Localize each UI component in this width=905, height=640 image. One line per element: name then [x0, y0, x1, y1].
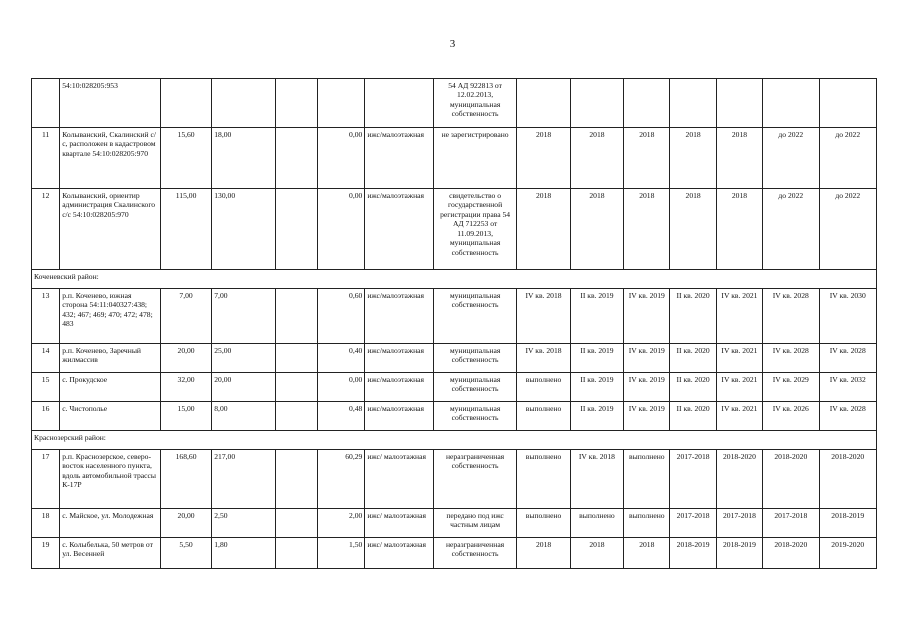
period-cell: до 2022 — [763, 189, 819, 270]
table-row — [32, 189, 877, 270]
period-cell: 2018 — [517, 128, 570, 189]
period-cell: IV кв. 2032 — [819, 373, 877, 402]
status-cell: муниципальная собственность — [433, 402, 517, 431]
table-row — [32, 538, 877, 569]
area-cell — [160, 79, 211, 128]
area-cell: 15,60 — [160, 128, 211, 189]
type-cell: ижс/ малоэтажная — [365, 538, 433, 569]
status-cell: не зарегистрировано — [433, 128, 517, 189]
period-cell: 2018-2020 — [716, 450, 762, 509]
period-cell: II кв. 2020 — [670, 344, 716, 373]
status-cell: неразграниченная собственность — [433, 538, 517, 569]
table-row — [32, 509, 877, 538]
location-cell: с. Чистополье — [60, 402, 161, 431]
period-cell: выполнено — [624, 509, 670, 538]
area-cell: 7,00 — [212, 289, 275, 344]
period-cell: 2018-2020 — [763, 538, 819, 569]
period-cell: 2018 — [570, 189, 623, 270]
type-cell — [365, 79, 433, 128]
page-number: 3 — [449, 38, 456, 50]
area-cell — [212, 79, 275, 128]
period-cell: II кв. 2020 — [670, 289, 716, 344]
type-cell: ижс/малоэтажная — [365, 402, 433, 431]
period-cell: II кв. 2020 — [670, 373, 716, 402]
location-cell: 54:10:028205:953 — [60, 79, 161, 128]
value-cell: 0,48 — [317, 402, 364, 431]
land-plots-table — [31, 78, 877, 569]
period-cell: 2018 — [670, 128, 716, 189]
period-cell: 2018 — [624, 538, 670, 569]
row-number: 19 — [32, 538, 60, 569]
period-cell: IV кв. 2021 — [716, 402, 762, 431]
type-cell: ижс/ малоэтажная — [365, 509, 433, 538]
location-cell: Колыванский, Скалинский с/с, расположен в кадастровом квартале 54:10:028205:970 — [60, 128, 161, 189]
period-cell: II кв. 2019 — [570, 289, 623, 344]
period-cell: 2018-2019 — [819, 509, 877, 538]
period-cell: IV кв. 2029 — [763, 373, 819, 402]
empty-cell — [275, 289, 317, 344]
period-cell: 2017-2018 — [763, 509, 819, 538]
type-cell: ижс/малоэтажная — [365, 344, 433, 373]
status-cell: передано под ижс частным лицам — [433, 509, 517, 538]
period-cell: II кв. 2019 — [570, 373, 623, 402]
region-row — [32, 270, 877, 289]
period-cell: выполнено — [517, 402, 570, 431]
region-heading: Коченевский район: — [32, 270, 877, 289]
period-cell: выполнено — [624, 450, 670, 509]
empty-cell — [275, 450, 317, 509]
location-cell: с. Колыбелька, 50 метров от ул. Весенней — [60, 538, 161, 569]
period-cell — [624, 79, 670, 128]
period-cell: IV кв. 2028 — [763, 344, 819, 373]
period-cell: выполнено — [517, 373, 570, 402]
period-cell: IV кв. 2028 — [763, 289, 819, 344]
area-cell: 217,00 — [212, 450, 275, 509]
empty-cell — [275, 344, 317, 373]
row-number: 13 — [32, 289, 60, 344]
period-cell: IV кв. 2030 — [819, 289, 877, 344]
period-cell: IV кв. 2019 — [624, 344, 670, 373]
period-cell: IV кв. 2028 — [819, 402, 877, 431]
area-cell: 130,00 — [212, 189, 275, 270]
period-cell: IV кв. 2019 — [624, 402, 670, 431]
empty-cell — [275, 509, 317, 538]
table-row — [32, 344, 877, 373]
row-number: 11 — [32, 128, 60, 189]
area-cell: 1,80 — [212, 538, 275, 569]
value-cell: 0,00 — [317, 373, 364, 402]
type-cell: ижс/малоэтажная — [365, 189, 433, 270]
period-cell: 2018 — [716, 189, 762, 270]
period-cell: IV кв. 2021 — [716, 373, 762, 402]
period-cell: 2018 — [570, 538, 623, 569]
area-cell: 25,00 — [212, 344, 275, 373]
period-cell: II кв. 2019 — [570, 344, 623, 373]
period-cell: 2018 — [517, 538, 570, 569]
period-cell: IV кв. 2018 — [517, 344, 570, 373]
period-cell: до 2022 — [819, 128, 877, 189]
period-cell: 2018-2020 — [763, 450, 819, 509]
row-number — [32, 79, 60, 128]
type-cell: ижс/малоэтажная — [365, 289, 433, 344]
period-cell — [716, 79, 762, 128]
value-cell: 60,29 — [317, 450, 364, 509]
type-cell: ижс/ малоэтажная — [365, 450, 433, 509]
period-cell: выполнено — [570, 509, 623, 538]
row-number: 17 — [32, 450, 60, 509]
empty-cell — [275, 373, 317, 402]
area-cell: 8,00 — [212, 402, 275, 431]
status-cell: 54 АД 922813 от 12.02.2013, муниципальная собственность — [433, 79, 517, 128]
area-cell: 15,00 — [160, 402, 211, 431]
row-number: 12 — [32, 189, 60, 270]
value-cell: 0,00 — [317, 189, 364, 270]
value-cell: 2,00 — [317, 509, 364, 538]
table-row — [32, 450, 877, 509]
value-cell: 0,00 — [317, 128, 364, 189]
region-row — [32, 431, 877, 450]
period-cell: IV кв. 2019 — [624, 373, 670, 402]
table-row — [32, 402, 877, 431]
area-cell: 168,60 — [160, 450, 211, 509]
period-cell: IV кв. 2028 — [819, 344, 877, 373]
period-cell: 2018-2020 — [819, 450, 877, 509]
period-cell — [570, 79, 623, 128]
period-cell: 2017-2018 — [670, 509, 716, 538]
area-cell: 18,00 — [212, 128, 275, 189]
area-cell: 2,50 — [212, 509, 275, 538]
table-row — [32, 128, 877, 189]
period-cell — [670, 79, 716, 128]
status-cell: неразграниченная собственность — [433, 450, 517, 509]
row-number: 14 — [32, 344, 60, 373]
period-cell: IV кв. 2026 — [763, 402, 819, 431]
area-cell: 32,00 — [160, 373, 211, 402]
period-cell: IV кв. 2018 — [517, 289, 570, 344]
period-cell — [819, 79, 877, 128]
area-cell: 20,00 — [212, 373, 275, 402]
empty-cell — [275, 189, 317, 270]
location-cell: с. Прокудское — [60, 373, 161, 402]
period-cell — [763, 79, 819, 128]
table-row — [32, 289, 877, 344]
location-cell: р.п. Коченево, Заречный жилмассив — [60, 344, 161, 373]
period-cell: 2018 — [670, 189, 716, 270]
period-cell: 2018-2019 — [670, 538, 716, 569]
period-cell: 2018-2019 — [716, 538, 762, 569]
area-cell: 20,00 — [160, 509, 211, 538]
empty-cell — [275, 402, 317, 431]
status-cell: свидетельство о государственной регистрации права 54 АД 712253 от 11.09.2013, муниципальная собственность — [433, 189, 517, 270]
location-cell: с. Майское, ул. Молодежная — [60, 509, 161, 538]
row-number: 15 — [32, 373, 60, 402]
value-cell: 0,40 — [317, 344, 364, 373]
period-cell: до 2022 — [763, 128, 819, 189]
area-cell: 5,50 — [160, 538, 211, 569]
period-cell: 2018 — [517, 189, 570, 270]
value-cell: 1,50 — [317, 538, 364, 569]
table-row — [32, 373, 877, 402]
value-cell — [317, 79, 364, 128]
period-cell: 2018 — [624, 128, 670, 189]
period-cell: 2018 — [716, 128, 762, 189]
area-cell: 20,00 — [160, 344, 211, 373]
empty-cell — [275, 128, 317, 189]
period-cell: IV кв. 2019 — [624, 289, 670, 344]
row-number: 18 — [32, 509, 60, 538]
location-cell: Колыванский, ориентир администрация Скалинского с/с 54:10:028205:970 — [60, 189, 161, 270]
period-cell: IV кв. 2018 — [570, 450, 623, 509]
period-cell — [517, 79, 570, 128]
region-heading: Краснозерский район: — [32, 431, 877, 450]
table-row — [32, 79, 877, 128]
status-cell: муниципальная собственность — [433, 344, 517, 373]
period-cell: II кв. 2020 — [670, 402, 716, 431]
area-cell: 115,00 — [160, 189, 211, 270]
row-number: 16 — [32, 402, 60, 431]
location-cell: р.п. Коченево, южная сторона 54:11:040327:438; 432; 467; 469; 470; 472; 478; 483 — [60, 289, 161, 344]
period-cell: выполнено — [517, 450, 570, 509]
area-cell: 7,00 — [160, 289, 211, 344]
period-cell: 2017-2018 — [716, 509, 762, 538]
value-cell: 0,60 — [317, 289, 364, 344]
period-cell: до 2022 — [819, 189, 877, 270]
period-cell: выполнено — [517, 509, 570, 538]
type-cell: ижс/малоэтажная — [365, 373, 433, 402]
empty-cell — [275, 538, 317, 569]
period-cell: IV кв. 2021 — [716, 344, 762, 373]
period-cell: 2018 — [624, 189, 670, 270]
status-cell: муниципальная собственность — [433, 373, 517, 402]
location-cell: р.п. Краснозерское, северо-восток населенного пункта, вдоль автомобильной трассы К-17Р — [60, 450, 161, 509]
period-cell: 2017-2018 — [670, 450, 716, 509]
period-cell: IV кв. 2021 — [716, 289, 762, 344]
period-cell: 2018 — [570, 128, 623, 189]
period-cell: II кв. 2019 — [570, 402, 623, 431]
status-cell: муниципальная собственность — [433, 289, 517, 344]
empty-cell — [275, 79, 317, 128]
period-cell: 2019-2020 — [819, 538, 877, 569]
type-cell: ижс/малоэтажная — [365, 128, 433, 189]
